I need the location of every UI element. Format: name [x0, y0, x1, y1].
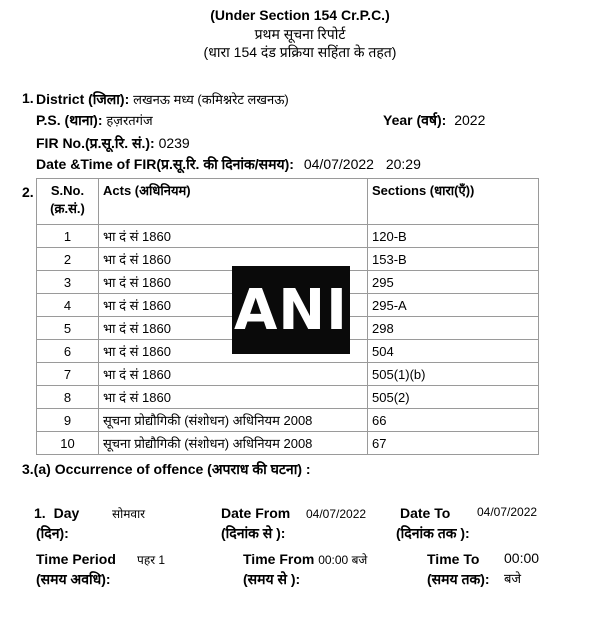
section-cell: 505(2): [368, 386, 539, 409]
table-row: [37, 363, 539, 386]
section-cell: 295: [368, 271, 539, 294]
sno-cell: 5: [37, 317, 99, 340]
section-cell: 120-B: [368, 225, 539, 248]
section-1-number: 1.: [22, 90, 34, 106]
act-cell: भा दं सं 1860: [99, 225, 368, 248]
police-station-value: हज़रतगंज: [106, 113, 153, 128]
time-period-label-hindi: (समय अवधि):: [36, 571, 111, 587]
doc-title-hindi: प्रथम सूचना रिपोर्ट: [254, 26, 346, 42]
fir-datetime-label: Date &Time of FIR(प्र.सू.रि. की दिनांक/समय):: [36, 156, 294, 172]
sno-cell: 6: [37, 340, 99, 363]
acts-header: Acts (अधिनियम): [99, 179, 368, 225]
fir-number-value: 0239: [158, 135, 190, 151]
section-2-number: 2.: [22, 184, 34, 200]
time-period-value: पहर 1: [137, 553, 166, 567]
sno-header-en: S.No.: [50, 183, 85, 198]
time-to-label-hindi: (समय तक):: [427, 571, 490, 587]
fir-datetime-row: [36, 155, 421, 174]
date-to-label-hindi: (दिनांक तक ):: [396, 525, 470, 541]
fir-date-value: 04/07/2022: [303, 156, 374, 172]
doc-title-english: (Under Section 154 Cr.P.C.): [210, 7, 390, 23]
act-cell: भा दं सं 1860: [99, 248, 368, 271]
act-cell: भा दं सं 1860: [99, 294, 368, 317]
date-from-value: 04/07/2022: [306, 507, 367, 521]
day-label-hindi: (दिन):: [36, 525, 69, 541]
sections-header: Sections (धारा(एँ)): [368, 179, 539, 225]
sno-cell: 9: [37, 409, 99, 432]
section-cell: 295-A: [368, 294, 539, 317]
time-from-label-hindi: (समय से ):: [243, 571, 301, 587]
section-cell: 505(1)(b): [368, 363, 539, 386]
table-row: [37, 432, 539, 455]
sno-cell: 7: [37, 363, 99, 386]
act-cell: भा दं सं 1860: [99, 317, 368, 340]
time-from-value: 00:00 बजे: [318, 553, 368, 567]
day-label: [34, 505, 79, 521]
day-label-en: Day: [53, 505, 80, 521]
sno-cell: 3: [37, 271, 99, 294]
sno-cell: 8: [37, 386, 99, 409]
fir-number-label: FIR No.(प्र.सू.रि. सं.):: [36, 135, 155, 151]
ani-watermark-logo: ANI: [232, 266, 350, 354]
year-label: Year (वर्ष):: [383, 112, 447, 128]
date-to-label: Date To: [400, 505, 451, 521]
police-station-label: P.S. (थाना):: [36, 112, 103, 128]
act-cell: भा दं सं 1860: [99, 386, 368, 409]
sno-cell: 10: [37, 432, 99, 455]
act-cell: सूचना प्रोद्यौगिकी (संशोधन) अधिनियम 2008: [99, 409, 368, 432]
sno-header-hi: (क्र.सं.): [50, 201, 85, 216]
sno-cell: 1: [37, 225, 99, 248]
fir-time-value: 20:29: [385, 156, 421, 172]
table-row: [37, 409, 539, 432]
police-station-row: [36, 111, 153, 130]
sno-cell: 2: [37, 248, 99, 271]
section-cell: 298: [368, 317, 539, 340]
district-row: [36, 90, 289, 109]
act-cell: भा दं सं 1860: [99, 363, 368, 386]
year-value: 2022: [454, 112, 486, 128]
table-row: [37, 225, 539, 248]
time-period-label: Time Period: [36, 551, 116, 567]
sno-cell: 4: [37, 294, 99, 317]
date-from-label-hindi: (दिनांक से ):: [221, 525, 286, 541]
time-from-row: [243, 551, 367, 568]
table-header-row: [37, 179, 539, 225]
section-cell: 504: [368, 340, 539, 363]
section-cell: 153-B: [368, 248, 539, 271]
time-to-label: Time To: [427, 551, 480, 567]
district-label: District (जिला):: [36, 91, 130, 107]
sno-header: [37, 179, 99, 225]
time-to-value: 00:00: [504, 550, 540, 566]
day-item-number: 1.: [34, 505, 46, 521]
section-cell: 67: [368, 432, 539, 455]
doc-subtitle-hindi: (धारा 154 दंड प्रक्रिया सहिंता के तहत): [203, 44, 397, 60]
date-to-value: 04/07/2022: [477, 505, 538, 519]
time-from-label: Time From: [243, 551, 315, 567]
section-3-heading: [22, 460, 311, 479]
district-value: लखनऊ मध्य (कमिश्नरेट लखनऊ): [133, 92, 289, 107]
year-row: [383, 111, 485, 130]
act-cell: भा दं सं 1860: [99, 271, 368, 294]
section-3-number: 3.(a): [22, 461, 51, 477]
section-cell: 66: [368, 409, 539, 432]
day-value: सोमवार: [112, 507, 146, 521]
fir-number-row: [36, 134, 190, 153]
time-to-unit: बजे: [504, 571, 522, 586]
act-cell: सूचना प्रोद्यौगिकी (संशोधन) अधिनियम 2008: [99, 432, 368, 455]
act-cell: भा दं सं 1860: [99, 340, 368, 363]
section-3-title: Occurrence of offence (अपराध की घटना) :: [54, 461, 311, 477]
date-from-label: Date From: [221, 505, 291, 521]
table-row: [37, 386, 539, 409]
